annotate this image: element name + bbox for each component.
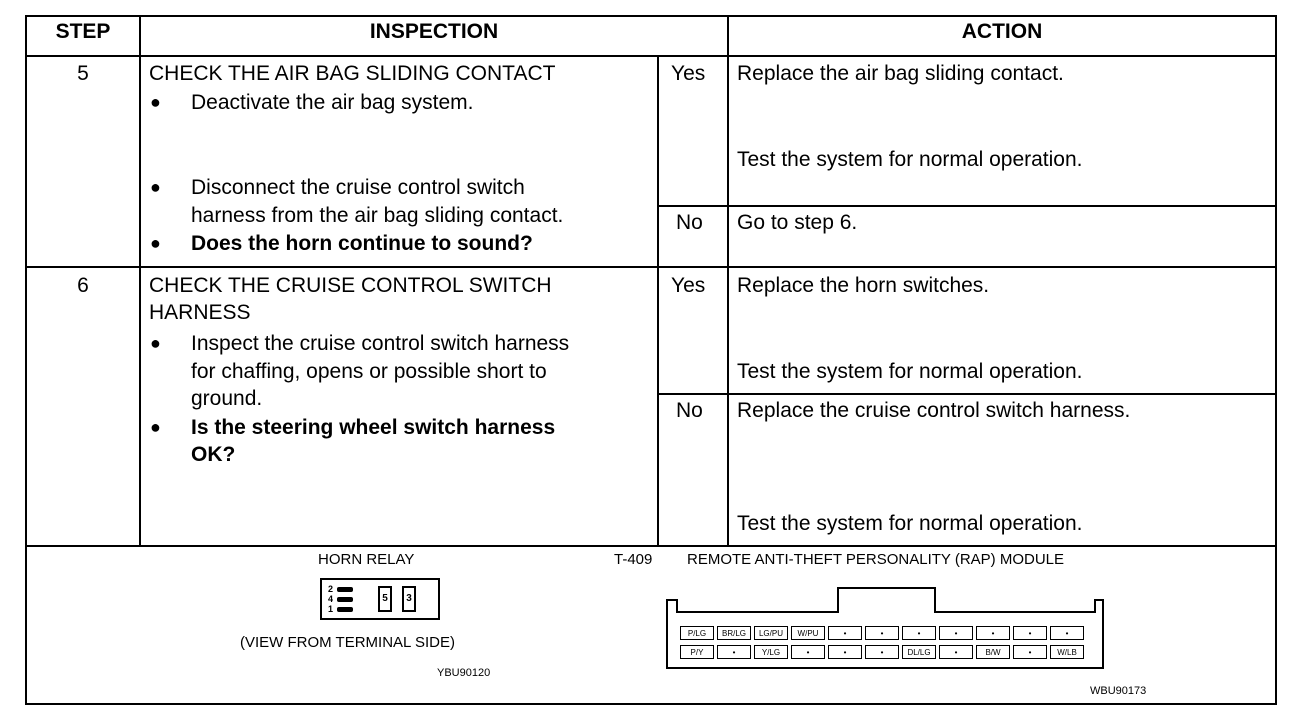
bullet-icon: ●: [150, 177, 161, 197]
inspection-question: Is the steering wheel switch harness: [191, 416, 556, 439]
connector-terminal: •: [791, 645, 825, 659]
no-label: No: [676, 211, 703, 234]
connector-terminal: •: [1013, 626, 1047, 640]
relay-title: HORN RELAY: [318, 551, 415, 568]
yes-label: Yes: [671, 62, 706, 85]
action-text: Test the system for normal operation.: [737, 512, 1083, 535]
action-text: Test the system for normal operation.: [737, 360, 1083, 383]
module-title: REMOTE ANTI-THEFT PERSONALITY (RAP) MODULE: [687, 551, 1064, 568]
relay-view-note: (VIEW FROM TERMINAL SIDE): [240, 634, 456, 651]
test-point-code: T-409: [614, 551, 653, 568]
inspection-item: harness from the air bag sliding contact.: [191, 204, 564, 227]
relay-pin-bar: [337, 607, 353, 612]
connector-terminal: W/PU: [791, 626, 825, 640]
action-text: Test the system for normal operation.: [737, 148, 1083, 171]
relay-pin-5: 5: [378, 586, 392, 612]
step6-yes-no-divider: [657, 393, 1277, 395]
bullet-icon: ●: [150, 92, 161, 112]
row-divider: [25, 266, 1277, 268]
step-column-divider: [139, 15, 141, 546]
relay-pin-bar: [337, 597, 353, 602]
connector-terminal: •: [1050, 626, 1084, 640]
connector-terminal: P/Y: [680, 645, 714, 659]
step-number: 6: [77, 274, 89, 297]
inspection-question: OK?: [191, 443, 236, 466]
step-title: CHECK THE AIR BAG SLIDING CONTACT: [149, 62, 556, 85]
header-step: STEP: [55, 20, 111, 43]
bullet-icon: ●: [150, 417, 161, 437]
connector-terminal: •: [939, 626, 973, 640]
connector-terminal: DL/LG: [902, 645, 936, 659]
relay-pin-number: 1: [328, 604, 334, 614]
step-number: 5: [77, 62, 89, 85]
action-column-divider: [727, 15, 729, 546]
connector-terminal: P/LG: [680, 626, 714, 640]
header-action: ACTION: [961, 20, 1043, 43]
step-title: HARNESS: [149, 301, 251, 324]
inspection-item: Inspect the cruise control switch harness: [191, 332, 570, 355]
horn-relay-diagram: [320, 578, 440, 620]
header-divider: [25, 55, 1277, 57]
relay-pin-number: 2: [328, 584, 334, 594]
inspection-item: ground.: [191, 387, 263, 410]
inspection-question: Does the horn continue to sound?: [191, 232, 533, 255]
connector-terminal: •: [828, 626, 862, 640]
connector-terminal: •: [828, 645, 862, 659]
no-label: No: [676, 399, 703, 422]
diagram-divider: [25, 545, 1277, 547]
relay-pin-number: 4: [328, 594, 334, 604]
step5-yes-no-divider: [657, 205, 1277, 207]
connector-terminal: •: [902, 626, 936, 640]
action-text: Replace the horn switches.: [737, 274, 990, 297]
connector-terminal: •: [865, 645, 899, 659]
relay-figure-code: YBU90120: [437, 667, 491, 679]
connector-terminal: •: [1013, 645, 1047, 659]
connector-terminal: •: [865, 626, 899, 640]
connector-terminal: W/LB: [1050, 645, 1084, 659]
relay-pin-bar: [337, 587, 353, 592]
connector-terminal: •: [939, 645, 973, 659]
yes-label: Yes: [671, 274, 706, 297]
connector-terminal: •: [976, 626, 1010, 640]
action-text: Go to step 6.: [737, 211, 858, 234]
inspection-item: for chaffing, opens or possible short to: [191, 360, 547, 383]
connector-terminal: BR/LG: [717, 626, 751, 640]
module-figure-code: WBU90173: [1090, 685, 1147, 697]
connector-terminal: Y/LG: [754, 645, 788, 659]
connector-terminal: •: [717, 645, 751, 659]
header-inspection: INSPECTION: [369, 20, 499, 43]
connector-terminal: B/W: [976, 645, 1010, 659]
relay-pin-3: 3: [402, 586, 416, 612]
action-text: Replace the air bag sliding contact.: [737, 62, 1064, 85]
result-column-divider: [657, 55, 659, 546]
action-text: Replace the cruise control switch harness.: [737, 399, 1131, 422]
bullet-icon: ●: [150, 233, 161, 253]
inspection-item: Deactivate the air bag system.: [191, 91, 474, 114]
bullet-icon: ●: [150, 333, 161, 353]
inspection-item: Disconnect the cruise control switch: [191, 176, 525, 199]
step-title: CHECK THE CRUISE CONTROL SWITCH: [149, 274, 552, 297]
connector-terminal: LG/PU: [754, 626, 788, 640]
